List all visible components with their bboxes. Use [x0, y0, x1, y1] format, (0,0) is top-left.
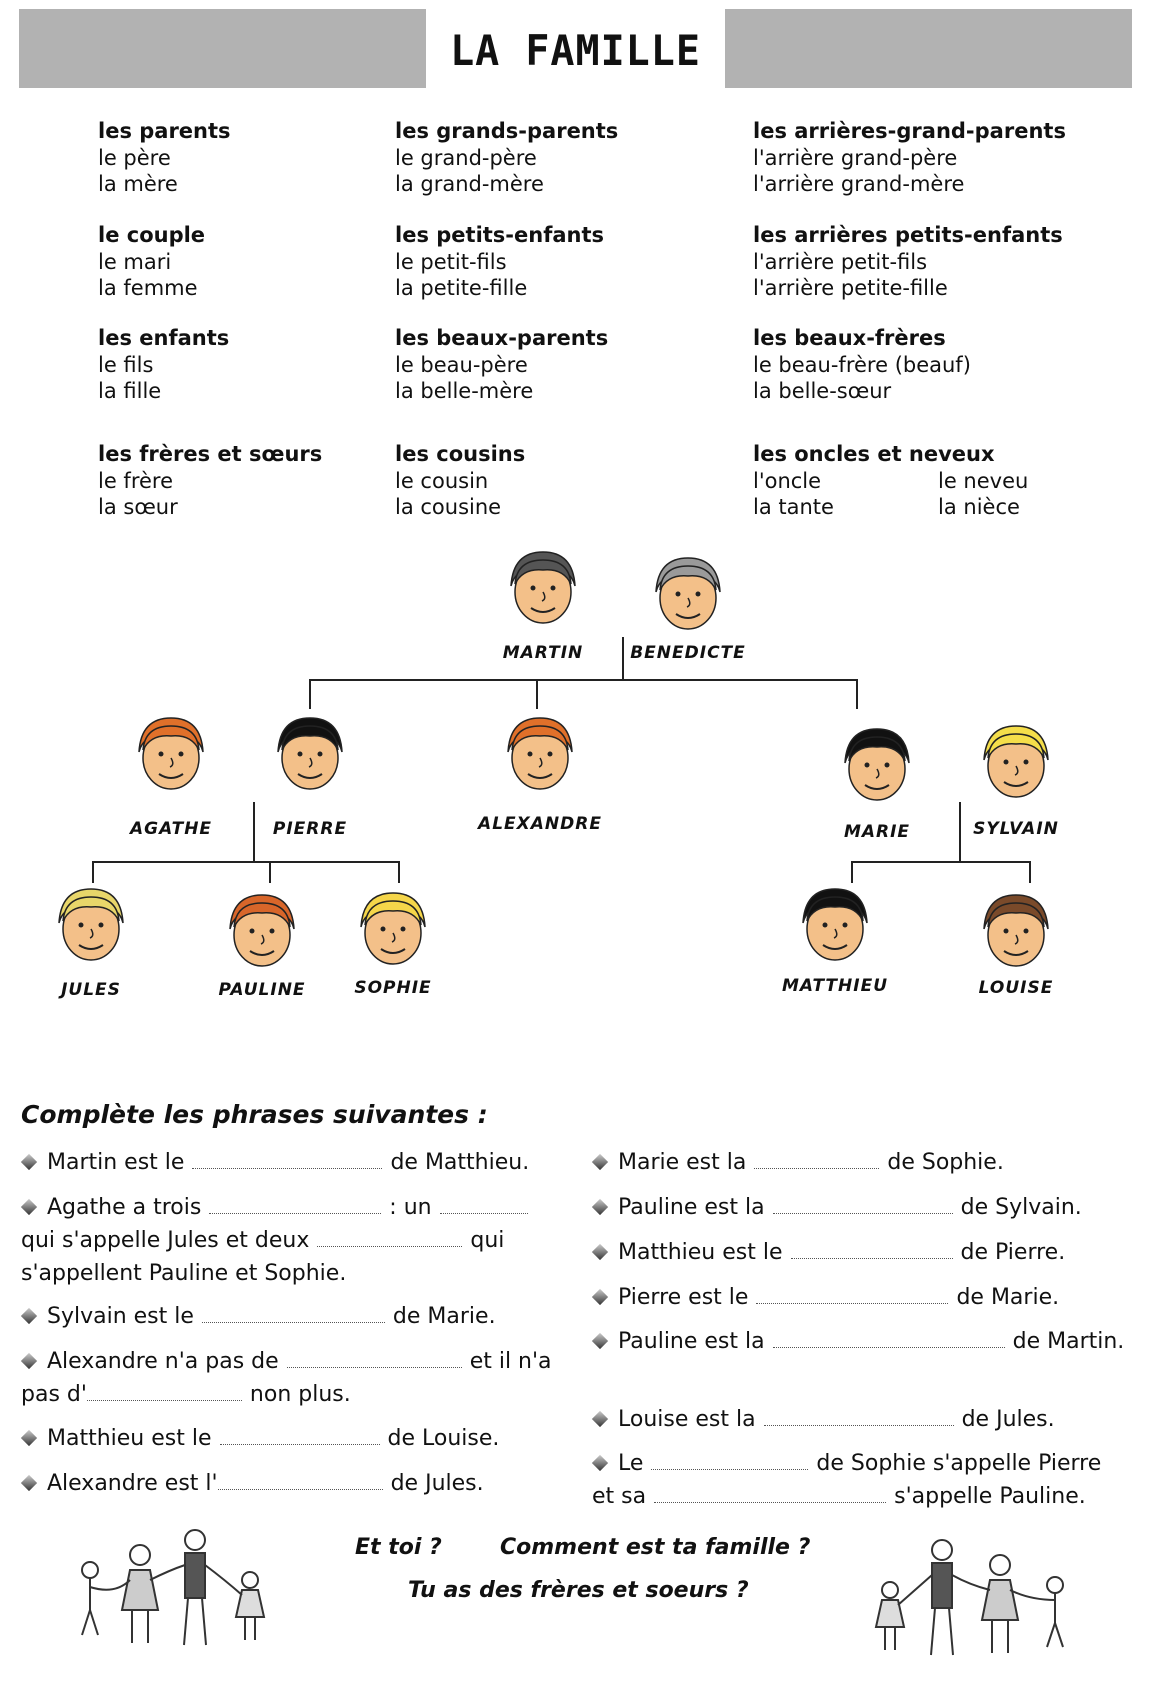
vocab-heading: les arrières-grand-parents	[753, 119, 1066, 143]
question-freres-soeurs: Tu as des frères et soeurs ?	[408, 1578, 749, 1603]
sentence: Pauline est la de Sylvain.	[592, 1191, 1082, 1224]
vocab-term: le beau-frère (beauf)	[753, 352, 971, 377]
sentence: Agathe a trois : un qui s'appelle Jules et deux qui s'appellent Pauline et Sophie.	[21, 1191, 536, 1290]
sentence: Pierre est le de Marie.	[592, 1281, 1059, 1314]
answer-blank[interactable]	[764, 1408, 954, 1426]
sentence: Alexandre est l' de Jules.	[21, 1467, 484, 1500]
vocab-term: le grand-père	[395, 145, 537, 170]
sentence: Sylvain est le de Marie.	[21, 1300, 496, 1333]
vocab-term: le petit-fils	[395, 249, 507, 274]
vocab-group	[395, 222, 604, 302]
vocab-term: la belle-mère	[395, 379, 534, 403]
vocab-heading: les petits-enfants	[395, 223, 605, 247]
vocab-term: la tante	[753, 495, 834, 519]
face-pierre	[268, 712, 352, 796]
vocab-heading: les enfants	[98, 326, 230, 350]
vocab-heading: les beaux-parents	[395, 326, 609, 350]
vocab-term: la femme	[98, 276, 198, 300]
sentence: Pauline est la de Martin.	[592, 1325, 1124, 1358]
answer-blank[interactable]	[287, 1350, 462, 1368]
vocab-heading: les cousins	[395, 442, 526, 466]
answer-blank[interactable]	[440, 1196, 528, 1214]
bullet-diamond-icon	[592, 1411, 608, 1427]
vocab-term: le cousin	[395, 468, 489, 493]
sentence: Alexandre n'a pas de et il n'a pas d' non plus.	[21, 1349, 552, 1407]
vocab-heading: le couple	[98, 223, 206, 247]
answer-blank[interactable]	[87, 1383, 242, 1401]
answer-blank[interactable]	[220, 1427, 380, 1445]
answer-blank[interactable]	[756, 1286, 948, 1304]
bullet-diamond-icon	[21, 1308, 37, 1324]
vocab-term: le neveu	[938, 468, 1029, 493]
face-agathe	[129, 712, 213, 796]
name-label: SYLVAIN	[973, 819, 1059, 839]
question-et-toi: Et toi ?	[355, 1535, 442, 1560]
vocab-heading: les arrières petits-enfants	[753, 223, 1063, 247]
bullet-diamond-icon	[21, 1154, 37, 1170]
name-label: MARIE	[843, 822, 911, 842]
face-benedicte	[646, 552, 730, 636]
vocab-term: l'arrière petite-fille	[753, 276, 948, 300]
bullet-diamond-icon	[21, 1430, 37, 1446]
bullet-diamond-icon	[21, 1353, 37, 1369]
vocab-term: la cousine	[395, 495, 502, 519]
face-pauline	[220, 889, 304, 973]
family-drawing-right	[870, 1535, 1080, 1665]
bullet-diamond-icon	[21, 1475, 37, 1491]
vocab-term: l'oncle	[753, 468, 822, 493]
name-label: ALEXANDRE	[478, 814, 602, 834]
vocab-group	[753, 118, 1066, 198]
sentence: Louise est la de Jules.	[592, 1403, 1055, 1436]
page-title: LA FAMILLE	[426, 7, 725, 90]
answer-blank[interactable]	[317, 1229, 462, 1247]
answer-blank[interactable]	[791, 1241, 953, 1259]
vocab-heading: les grands-parents	[395, 119, 619, 143]
vocab-term: le fils	[98, 352, 154, 377]
vocab-group	[395, 118, 618, 198]
vocab-term: la nièce	[938, 495, 1020, 519]
vocab-group	[753, 325, 971, 405]
vocab-heading: les parents	[98, 119, 231, 143]
answer-blank[interactable]	[754, 1151, 879, 1169]
sentence: Matthieu est le de Louise.	[21, 1422, 499, 1455]
vocab-group	[98, 222, 205, 302]
answer-blank[interactable]	[218, 1472, 383, 1490]
vocab-term: le beau-père	[395, 352, 528, 377]
family-drawing-left	[70, 1525, 290, 1655]
answer-blank[interactable]	[202, 1305, 385, 1323]
answer-blank[interactable]	[209, 1196, 381, 1214]
vocab-group	[395, 325, 608, 405]
face-marie	[835, 723, 919, 807]
vocab-term: l'arrière grand-mère	[753, 172, 965, 196]
sentence: Matthieu est le de Pierre.	[592, 1236, 1065, 1269]
name-label: PAULINE	[218, 980, 306, 1000]
sentence: Marie est la de Sophie.	[592, 1146, 1004, 1179]
vocab-term: l'arrière petit-fils	[753, 249, 928, 274]
name-label: MARTIN	[502, 643, 584, 663]
vocab-group	[395, 441, 525, 521]
answer-blank[interactable]	[651, 1452, 808, 1470]
name-label: LOUISE	[978, 978, 1054, 998]
vocab-term: la sœur	[98, 495, 178, 519]
face-louise	[974, 889, 1058, 973]
sentence: Martin est le de Matthieu.	[21, 1146, 529, 1179]
vocab-heading: les oncles et neveux	[753, 442, 995, 466]
exercise-title: Complète les phrases suivantes :	[21, 1100, 488, 1129]
vocab-term: la belle-sœur	[753, 379, 892, 403]
bullet-diamond-icon	[592, 1199, 608, 1215]
name-label: SOPHIE	[354, 978, 432, 998]
vocab-group	[753, 441, 1028, 521]
name-label: BENEDICTE	[630, 643, 746, 663]
vocab-term: la grand-mère	[395, 172, 544, 196]
vocab-group	[98, 441, 322, 521]
face-matthieu	[793, 883, 877, 967]
name-label: MATTHIEU	[782, 976, 888, 996]
name-label: JULES	[61, 980, 121, 1000]
face-sophie	[351, 887, 435, 971]
face-sylvain	[974, 720, 1058, 804]
vocab-group	[98, 118, 231, 198]
vocab-term: l'arrière grand-père	[753, 145, 958, 170]
vocab-group	[753, 222, 1063, 302]
answer-blank[interactable]	[192, 1151, 382, 1169]
vocab-term: la petite-fille	[395, 276, 528, 300]
bullet-diamond-icon	[592, 1289, 608, 1305]
answer-blank[interactable]	[773, 1196, 953, 1214]
answer-blank[interactable]	[773, 1330, 1005, 1348]
header-band-right	[725, 9, 1132, 88]
vocab-term: le frère	[98, 468, 174, 493]
face-martin	[501, 546, 585, 630]
face-alexandre	[498, 712, 582, 796]
sentence: Le de Sophie s'appelle Pierre et sa s'appelle Pauline.	[592, 1451, 1102, 1509]
vocab-term: la mère	[98, 172, 178, 196]
name-label: AGATHE	[129, 819, 213, 839]
bullet-diamond-icon	[21, 1199, 37, 1215]
vocab-group	[98, 325, 229, 405]
bullet-diamond-icon	[592, 1333, 608, 1349]
name-label: PIERRE	[272, 819, 348, 839]
vocab-heading: les beaux-frères	[753, 326, 946, 350]
vocab-term: le mari	[98, 249, 172, 274]
header-band-left	[19, 9, 426, 88]
vocab-heading: les frères et sœurs	[98, 442, 323, 466]
face-jules	[49, 883, 133, 967]
vocab-term: le père	[98, 145, 171, 170]
bullet-diamond-icon	[592, 1244, 608, 1260]
bullet-diamond-icon	[592, 1154, 608, 1170]
vocab-term: la fille	[98, 379, 162, 403]
bullet-diamond-icon	[592, 1455, 608, 1471]
question-famille: Comment est ta famille ?	[500, 1535, 811, 1560]
answer-blank[interactable]	[654, 1485, 886, 1503]
